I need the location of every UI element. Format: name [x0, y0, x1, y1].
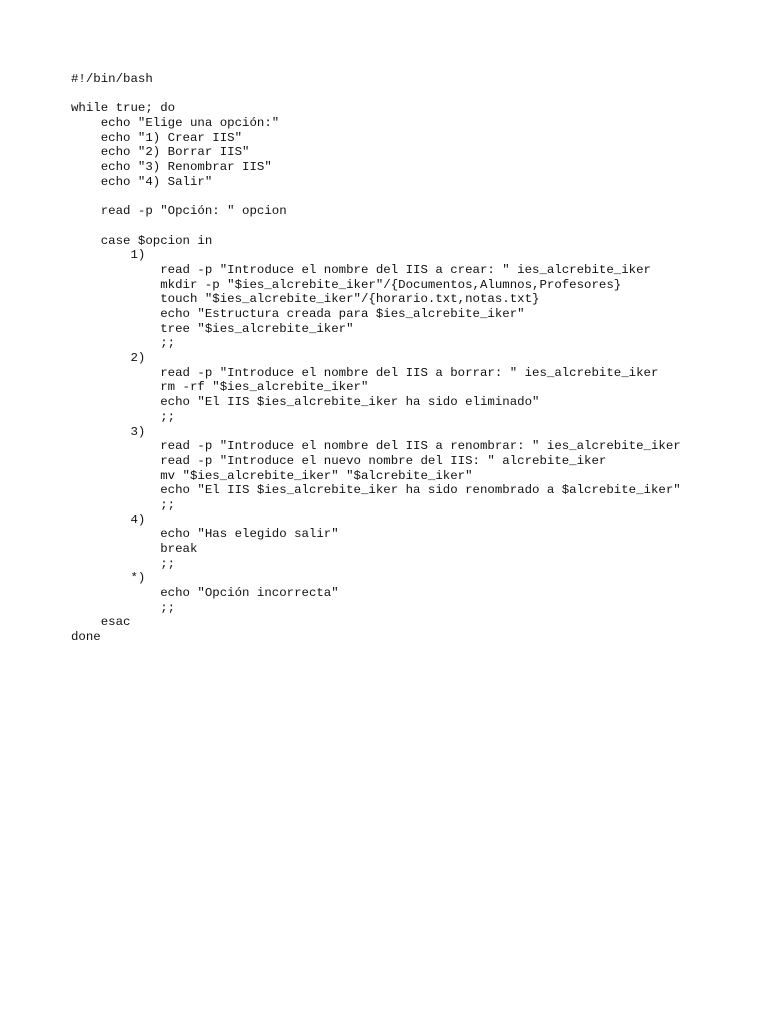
code-line-31: 4)	[71, 512, 146, 527]
bash-script-code	[71, 72, 761, 645]
code-line-18: tree "$ies_alcrebite_iker"	[71, 321, 354, 336]
code-line-23: echo "El IIS $ies_alcrebite_iker ha sido eliminado"	[71, 395, 540, 410]
code-line-32: echo "Has elegido salir"	[71, 527, 339, 542]
code-line-19: ;;	[71, 336, 176, 351]
code-line-29: echo "El IIS $ies_alcrebite_iker ha sido renombrado a $alcrebite_iker"	[71, 483, 681, 498]
code-line-37: ;;	[71, 600, 176, 615]
code-line-16: touch "$ies_alcrebite_iker"/{horario.txt,notas.txt}	[71, 292, 540, 307]
code-line-30: ;;	[71, 497, 176, 512]
code-line-12: case $opcion in	[71, 233, 213, 248]
code-line-8: echo "4) Salir"	[71, 174, 213, 189]
code-line-11	[71, 219, 761, 234]
code-line-1: #!/bin/bash	[71, 72, 153, 86]
code-line-20: 2)	[71, 351, 146, 366]
code-line-14: read -p "Introduce el nombre del IIS a crear: " ies_alcrebite_iker	[71, 262, 651, 277]
code-line-7: echo "3) Renombrar IIS"	[71, 160, 272, 175]
code-line-35: *)	[71, 571, 146, 586]
code-line-3: while true; do	[71, 101, 176, 116]
code-line-34: ;;	[71, 556, 176, 571]
code-line-33: break	[71, 542, 198, 556]
code-line-15: mkdir -p "$ies_alcrebite_iker"/{Documentos,Alumnos,Profesores}	[71, 277, 622, 292]
code-line-21: read -p "Introduce el nombre del IIS a borrar: " ies_alcrebite_iker	[71, 365, 659, 380]
code-line-39: done	[71, 630, 101, 645]
code-line-17: echo "Estructura creada para $ies_alcrebite_iker"	[71, 307, 525, 321]
code-line-9	[71, 190, 761, 205]
code-line-13: 1)	[71, 248, 146, 263]
code-line-2	[71, 87, 761, 102]
code-line-5: echo "1) Crear IIS"	[71, 130, 243, 145]
code-line-27: read -p "Introduce el nuevo nombre del IIS: " alcrebite_iker	[71, 453, 607, 468]
code-line-24: ;;	[71, 409, 176, 424]
code-line-38: esac	[71, 615, 131, 630]
code-line-26: read -p "Introduce el nombre del IIS a renombrar: " ies_alcrebite_iker	[71, 439, 681, 454]
code-line-6: echo "2) Borrar IIS"	[71, 145, 250, 160]
code-line-10: read -p "Opción: " opcion	[71, 204, 287, 219]
code-line-4: echo "Elige una opción:"	[71, 116, 280, 131]
code-line-36: echo "Opción incorrecta"	[71, 586, 339, 601]
code-line-22: rm -rf "$ies_alcrebite_iker"	[71, 380, 369, 395]
code-line-25: 3)	[71, 424, 146, 439]
code-line-28: mv "$ies_alcrebite_iker" "$alcrebite_iker"	[71, 468, 473, 483]
